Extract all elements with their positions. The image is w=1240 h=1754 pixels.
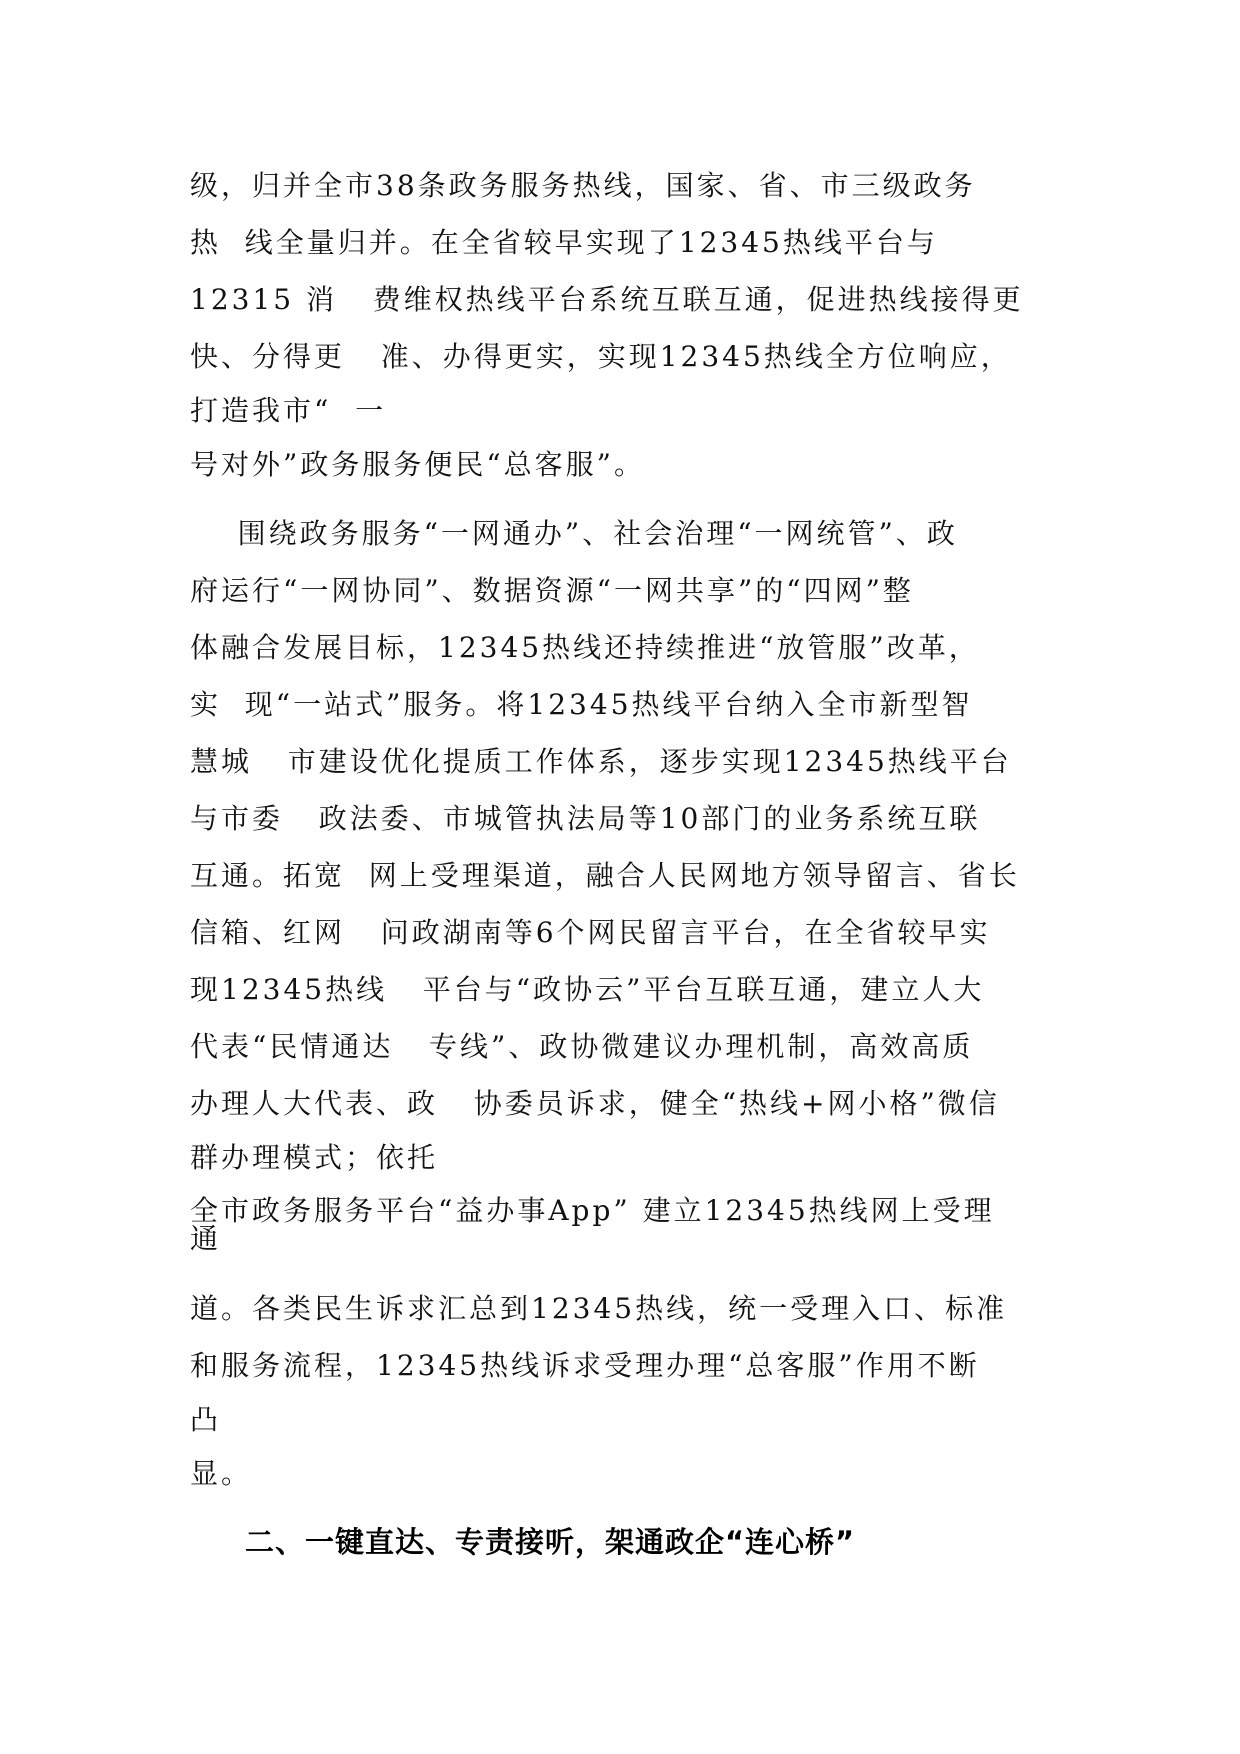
text-line: 互通。拓宽 网上受理渠道，融合人民网地方领导留言、省长 (190, 859, 1020, 892)
text-line: 群办理模式；依托 (190, 1141, 439, 1174)
text-line: 与市委 政法委、市城管执法局等10部门的业务系统互联 (190, 802, 981, 835)
text-line: 体融合发展目标，12345热线还持续推进“放管服”改革， (190, 631, 980, 664)
text-line: 12315 消 费维权热线平台系统互联互通，促进热线接得更 (190, 283, 1024, 316)
text-line: 现12345热线 平台与“政协云”平台互联互通，建立人大 (190, 973, 985, 1006)
text-line: 热 线全量归并。在全省较早实现了12345热线平台与 (190, 226, 938, 259)
text-line: 信箱、红网 问政湖南等6个网民留言平台，在全省较早实 (190, 916, 991, 949)
text-line: 全市政务服务平台“益办事App” 建立12345热线网上受理 (190, 1194, 995, 1227)
text-line: 实 现“一站式”服务。将12345热线平台纳入全市新型智 (190, 688, 973, 721)
text-line: 代表“民情通达 专线”、政协微建议办理机制，高效高质 (190, 1030, 974, 1063)
text-line: 打造我市“ 一 (190, 394, 387, 427)
text-line: 级，归并全市38条政务服务热线，国家、省、市三级政务 (190, 169, 976, 202)
text-line: 显。 (190, 1457, 253, 1490)
text-line: 府运行“一网协同”、数据资源“一网共享”的“四网”整 (190, 574, 914, 607)
text-line: 凸 (190, 1403, 222, 1436)
text-line: 道。各类民生诉求汇总到12345热线，统一受理入口、标准 (190, 1292, 1008, 1325)
text-line: 围绕政务服务“一网通办”、社会治理“一网统管”、政 (190, 517, 958, 550)
section-heading: 二、一键直达、专责接听，架通政企“连心桥” (245, 1525, 856, 1559)
text-line: 通 (190, 1222, 222, 1255)
text-line: 和服务流程，12345热线诉求受理办理“总客服”作用不断 (190, 1349, 980, 1382)
text-line: 快、分得更 准、办得更实，实现12345热线全方位响应， (190, 340, 1012, 373)
text-line: 慧城 市建设优化提质工作体系，逐步实现12345热线平台 (190, 745, 1012, 778)
text-line: 办理人大代表、政 协委员诉求，健全“热线+网小格”微信 (190, 1087, 1000, 1120)
text-line: 号对外”政务服务便民“总客服”。 (190, 448, 645, 481)
